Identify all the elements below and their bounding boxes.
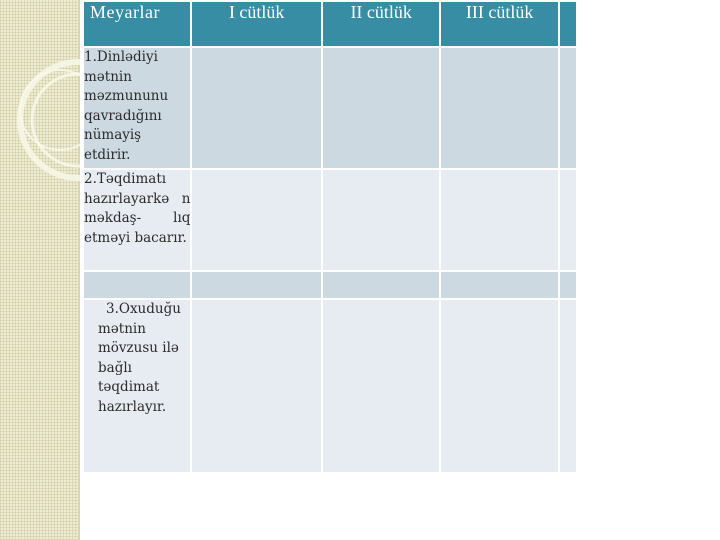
extra-cell	[560, 170, 576, 270]
score-cell[interactable]	[323, 48, 439, 168]
score-cell[interactable]	[323, 170, 439, 270]
score-cell[interactable]	[323, 300, 439, 472]
header-row	[84, 2, 576, 46]
score-cell[interactable]	[192, 170, 321, 270]
criterion-1: 1.Dinlədiyi mətnin məzmununu qavradığını nümayiş etdirir.	[84, 48, 190, 168]
header-criteria: Meyarlar	[84, 2, 190, 46]
header-pair-1: I cütlük	[192, 2, 321, 46]
header-pair-3: III cütlük	[441, 2, 557, 46]
score-cell[interactable]	[441, 170, 557, 270]
decorative-side-pattern	[0, 0, 80, 540]
evaluation-table	[82, 0, 578, 474]
table-row	[84, 48, 576, 168]
extra-cell	[560, 48, 576, 168]
header-extra	[560, 2, 576, 46]
criterion-2: 2.Təqdimatı hazırlayarkə n məkdaş- lıq etməyi bacarır.	[84, 170, 190, 270]
header-pair-2: II cütlük	[323, 2, 439, 46]
score-cell[interactable]	[192, 300, 321, 472]
decorative-side-edge	[78, 0, 80, 540]
score-cell[interactable]	[192, 48, 321, 168]
score-cell[interactable]	[441, 48, 557, 168]
extra-cell	[560, 272, 576, 298]
blank-criterion	[84, 272, 190, 298]
table-row	[84, 272, 576, 298]
criterion-3: 3.Oxuduğu mətnin mövzusu ilə bağlı təqdimat hazırlayır.	[84, 300, 190, 472]
score-cell[interactable]	[441, 272, 557, 298]
score-cell[interactable]	[323, 272, 439, 298]
table-row	[84, 300, 576, 472]
score-cell[interactable]	[441, 300, 557, 472]
score-cell[interactable]	[192, 272, 321, 298]
extra-cell	[560, 300, 576, 472]
table-row	[84, 170, 576, 270]
